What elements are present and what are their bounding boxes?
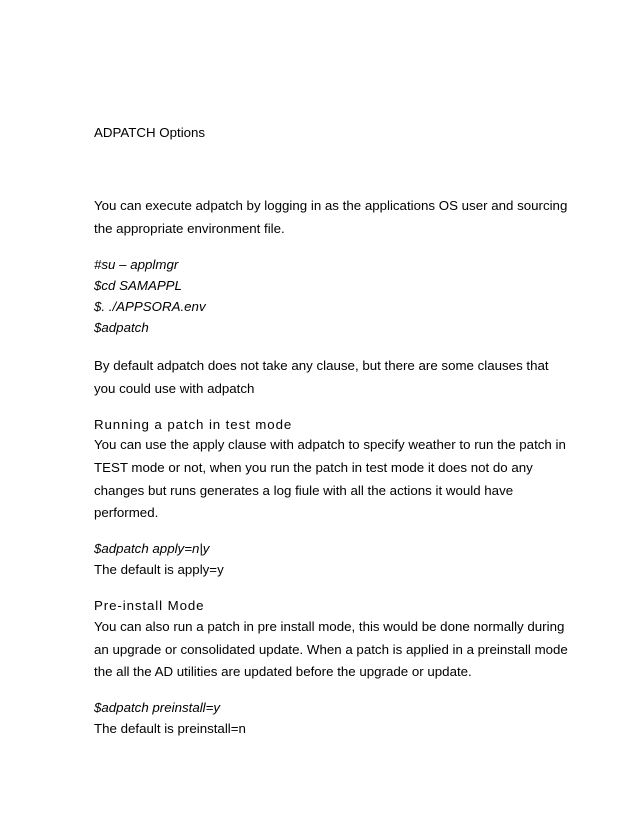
paragraph-line: you could use with adpatch (94, 381, 255, 396)
paragraph-line: the appropriate environment file. (94, 221, 285, 236)
command-line: #su – applmgr (94, 257, 179, 272)
command-line: $adpatch (94, 320, 149, 335)
paragraph-line: performed. (94, 505, 159, 520)
default-note: The default is preinstall=n (94, 721, 246, 736)
command-line: $. ./APPSORA.env (94, 299, 206, 314)
page-title: ADPATCH Options (94, 125, 206, 140)
section-heading: Running a patch in test mode (94, 417, 293, 432)
command-line: $adpatch apply=n|y (94, 541, 210, 556)
section-heading: Pre-install Mode (94, 598, 205, 613)
paragraph-line: You can execute adpatch by logging in as the applications OS user and sourcing (94, 198, 568, 213)
paragraph-line: TEST mode or not, when you run the patch in test mode it does not do any (94, 460, 533, 475)
command-line: $adpatch preinstall=y (94, 700, 221, 715)
paragraph-line: You can use the apply clause with adpatch to specify weather to run the patch in (94, 437, 566, 452)
default-note: The default is apply=y (94, 562, 224, 577)
paragraph-line: changes but runs generates a log fiule with all the actions it would have (94, 483, 514, 498)
paragraph-line: the all the AD utilities are updated before the upgrade or update. (94, 664, 472, 679)
command-line: $cd SAMAPPL (94, 278, 182, 293)
paragraph-line: By default adpatch does not take any clause, but there are some clauses that (94, 358, 549, 373)
paragraph-line: You can also run a patch in pre install mode, this would be done normally during (94, 619, 565, 634)
paragraph-line: an upgrade or consolidated update. When a patch is applied in a preinstall mode (94, 642, 568, 657)
